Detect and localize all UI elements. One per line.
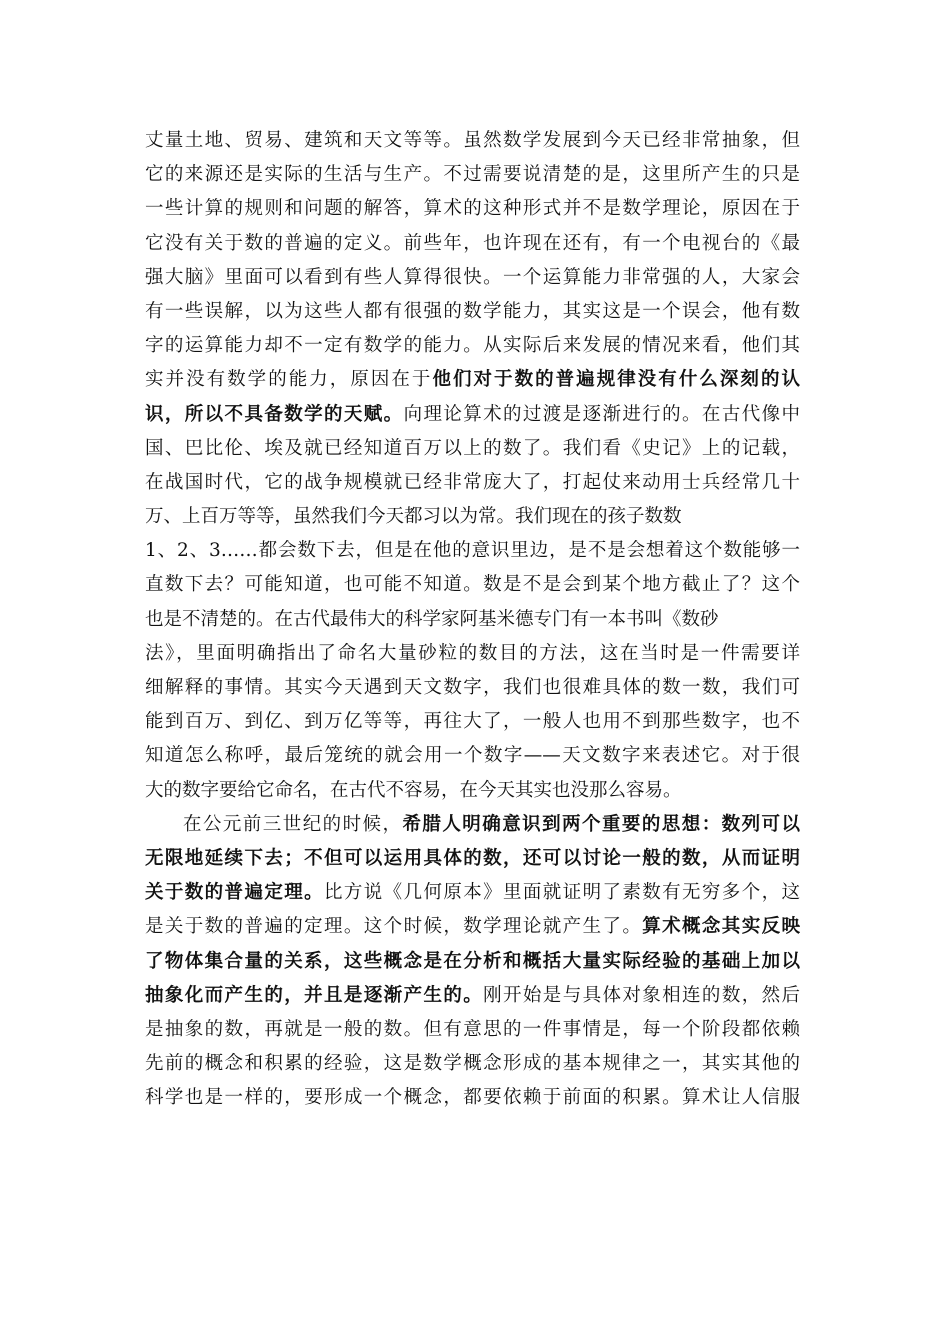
- text-line: 能到百万、到亿、到万亿等等，再往大了，一般人也用不到那些数字，也不: [145, 711, 800, 733]
- bold-text: 无限地延续下去；不但可以运用具体的数，还可以讨论一般的数，从而证明: [145, 847, 800, 869]
- text-line: [145, 842, 800, 876]
- bold-text: 算术概念其实反映: [642, 916, 800, 938]
- text-line: 是关于数的普遍的定理。这个时候，数学理论就产生了。算术概念其实反映: [145, 916, 800, 938]
- text-line: [145, 945, 800, 979]
- paragraph-2: [145, 808, 800, 1116]
- text-line: 关于数的普遍定理。比方说《几何原本》里面就证明了素数有无穷多个，这: [145, 882, 800, 904]
- bold-text: 了物体集合量的关系，这些概念是在分析和概括大量实际经验的基础上加以: [145, 950, 800, 972]
- text-line: 法》，里面明确指出了命名大量砂粒的数目的方法，这在当时是一件需要详: [145, 642, 800, 664]
- body-text: [145, 124, 800, 1115]
- text-line: 是抽象的数，再就是一般的数。但有意思的一件事情是，每一个阶段都依赖: [145, 1018, 800, 1040]
- text-line: 科学也是一样的，要形成一个概念，都要依赖于前面的积累。算术让人信服: [145, 1087, 800, 1109]
- text-line: 丈量土地、贸易、建筑和天文等等。虽然数学发展到今天已经非常抽象，但: [145, 130, 800, 151]
- text-line: 也是不清楚的。在古代最伟大的科学家阿基米德专门有一本书叫《数砂: [145, 608, 719, 630]
- paragraph-1: [145, 124, 800, 808]
- text-line: 万、上百万等等，虽然我们今天都习以为常。我们现在的孩子数数: [145, 506, 682, 528]
- text-line: 实并没有数学的能力，原因在于他们对于数的普遍规律没有什么深刻的认: [145, 369, 800, 391]
- bold-text: 识，所以不具备数学的天赋。: [145, 403, 404, 425]
- text-line: 知道怎么称呼，最后笼统的就会用一个数字——天文数字来表述它。对于很: [145, 745, 800, 767]
- text-line: 它没有关于数的普遍的定义。前些年，也许现在还有，有一个电视台的《最: [145, 232, 800, 254]
- text-line: 强大脑》里面可以看到有些人算得很快。一个运算能力非常强的人，大家会: [145, 266, 800, 288]
- text-line: 直数下去？可能知道，也可能不知道。数是不是会到某个地方截止了？这个: [145, 574, 800, 596]
- text-line: 它的来源还是实际的生活与生产。不过需要说清楚的是，这里所产生的只是: [145, 164, 800, 186]
- text-line: 字的运算能力却不一定有数学的能力。从实际后来发展的情况来看，他们其: [145, 335, 800, 357]
- bold-text: 希腊人明确意识到两个重要的思想：数列可以: [402, 813, 800, 835]
- text-line: 细解释的事情。其实今天遇到天文数字，我们也很难具体的数一数，我们可: [145, 677, 800, 698]
- text-line: 一些计算的规则和问题的解答，算术的这种形式并不是数学理论，原因在于: [145, 198, 800, 220]
- text-line: 国、巴比伦、埃及就已经知道百万以上的数了。我们看《史记》上的记载，: [145, 437, 800, 459]
- bold-text: 关于数的普遍定理。: [145, 882, 325, 904]
- text-line: 在战国时代，它的战争规模就已经非常庞大了，打起仗来动用士兵经常几十: [145, 471, 800, 493]
- bold-text: 抽象化而产生的，并且是逐渐产生的。: [145, 984, 484, 1006]
- text-line: 1、2、3……都会数下去，但是在他的意识里边，是不是会想着这个数能够一: [145, 540, 800, 562]
- text-line: 识，所以不具备数学的天赋。向理论算术的过渡是逐渐进行的。在古代像中: [145, 403, 800, 425]
- text-line: 在公元前三世纪的时候，希腊人明确意识到两个重要的思想：数列可以: [183, 813, 800, 835]
- bold-text: 他们对于数的普遍规律没有什么深刻的认: [432, 369, 800, 391]
- text-line: 抽象化而产生的，并且是逐渐产生的。刚开始是与具体对象相连的数，然后: [145, 984, 800, 1006]
- text-line: 大的数字要给它命名，在古代不容易，在今天其实也没那么容易。: [145, 779, 682, 801]
- text-line: 有一些误解，以为这些人都有很强的数学能力，其实这是一个误会，他有数: [145, 300, 800, 322]
- text-line: 先前的概念和积累的经验，这是数学概念形成的基本规律之一，其实其他的: [145, 1053, 800, 1075]
